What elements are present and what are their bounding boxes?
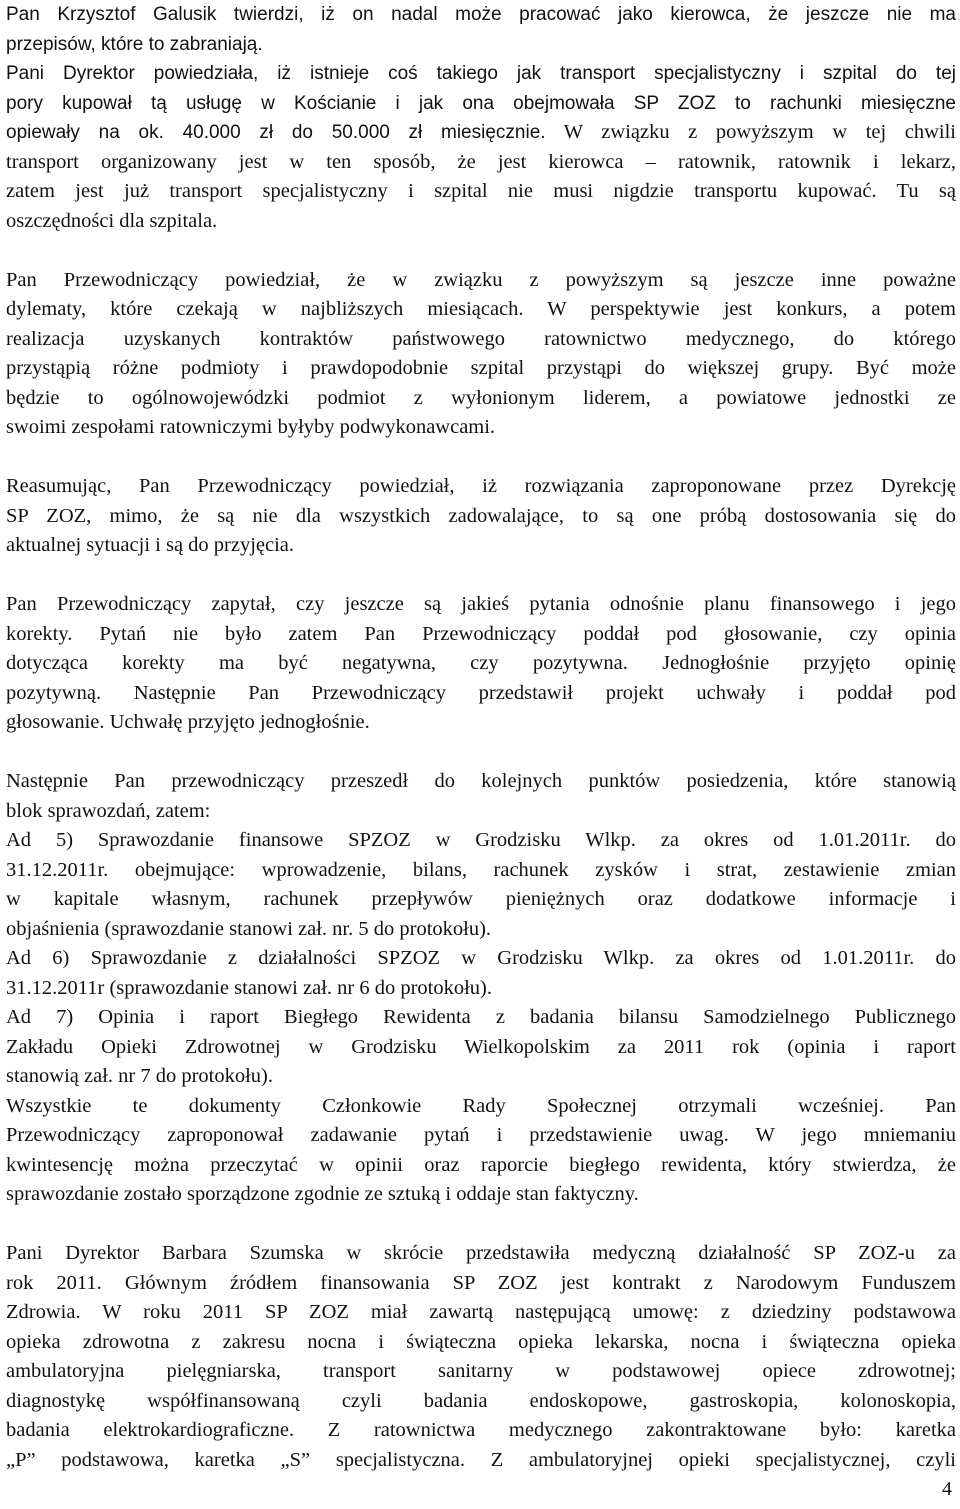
text-segment: korekty. Pytań nie było zatem Pan Przewodniczący poddał pod głosowanie, czy opinia [6,622,956,645]
text-line [6,0,956,30]
text-line [6,1416,956,1446]
text-segment: W perspektywie jest konkurs, a potem [523,298,956,320]
text-segment: 31.12.2011r (sprawozdanie stanowi zał. nr 6 do protokołu). [6,976,493,999]
text-line [6,148,956,178]
text-segment: Pan Krzysztof Galusik twierdzi, iż on nadal może pracować jako kierowca, że jeszcze nie ma [6,4,956,25]
text-line [6,1180,956,1210]
paragraph [6,472,956,561]
text-segment: będzie to ogólnowojewódzki podmiot z wyłonionym liderem, a powiatowe jednostki ze [6,386,956,409]
text-line [6,1062,956,1092]
text-line [6,649,956,679]
paragraph-gap [6,561,956,591]
text-segment: transport organizowany jest w ten sposób, że jest kierowca – ratownik, ratownik i lekarz, [6,150,956,173]
text-segment: Ad 6) Sprawozdanie z działalności SPZOZ w Grodzisku Wlkp. za okres od 1.01.2011r. do [6,947,956,969]
text-segment: Wszystkie te dokumenty Członkowie Rady Społecznej otrzymali wcześniej. Pan [6,1094,956,1117]
text-line [6,295,956,325]
text-line [6,531,956,561]
text-line [6,266,956,296]
text-segment: przepisów, które to zabraniają. [6,33,263,55]
text-segment: SP ZOZ, mimo, że są nie dla wszystkich zadowalające, to są one próbą dostosowania się do [6,504,956,527]
text-line [6,620,956,650]
paragraph [6,0,956,59]
document-body [6,0,956,1475]
text-segment: dotycząca korekty ma być negatywna, czy pozytywna. Jednogłośnie przyjęto opinię [6,652,956,674]
text-line [6,59,956,89]
text-line [6,325,956,355]
text-segment: Pan Przewodniczący powiedział, że w związku z powyższym są jeszcze inne poważne [6,268,956,291]
paragraph [6,59,956,236]
text-line [6,472,956,502]
text-line [6,1092,956,1122]
text-line [6,354,956,384]
text-line [6,679,956,709]
text-line [6,207,956,237]
text-segment: Ad 5) Sprawozdanie finansowe SPZOZ w Grodzisku Wlkp. za okres od 1.01.2011r. do [6,829,956,851]
text-line [6,1298,956,1328]
text-line [6,177,956,207]
text-segment: Pani Dyrektor powiedziała, iż istnieje coś takiego jak transport specjalistyczny i szpital do tej [6,63,956,84]
text-segment: opiewały na ok. 40.000 zł do 50.000 zł miesięcznie. [6,122,546,143]
paragraph-gap [6,236,956,266]
text-segment: aktualnej sytuacji i są do przyjęcia. [6,534,295,556]
text-segment: pozytywną. Następnie Pan Przewodniczący przedstawił projekt uchwały i poddał pod [6,681,956,704]
paragraph [6,767,956,1210]
text-line [6,413,956,443]
text-segment: Reasumując, Pan Przewodniczący powiedział, iż rozwiązania zaproponowane przez Dyrekcję [6,475,956,497]
paragraph-gap [6,443,956,473]
text-line [6,89,956,119]
text-segment: kwintesencję można przeczytać w opinii oraz raporcie biegłego rewidenta, który stwierdza, że [6,1153,956,1176]
paragraph-gap [6,1210,956,1240]
paragraph-gap [6,738,956,768]
text-segment: zatem jest już transport specjalistyczny i szpital nie musi nigdzie transportu kupować. Tu są [6,180,956,202]
text-segment: Zakładu Opieki Zdrowotnej w Grodzisku Wielkopolskim za 2011 rok (opinia i raport [6,1035,956,1058]
text-segment: rok 2011. Głównym źródłem finansowania SP ZOZ jest kontrakt z Narodowym Funduszem [6,1271,956,1294]
text-segment: stanowią zał. nr 7 do protokołu). [6,1065,274,1087]
text-segment: pory kupował tą usługę w Kościanie i jak ona obejmowała SP ZOZ to rachunki miesięczne [6,92,956,114]
text-line [6,1151,956,1181]
text-line [6,944,956,974]
paragraph [6,266,956,443]
text-segment: Następnie Pan przewodniczący przeszedł do kolejnych punktów posiedzenia, które stanowią [6,770,956,792]
text-line [6,974,956,1004]
text-line [6,30,956,60]
paragraph [6,590,956,738]
text-segment: diagnostykę współfinansowaną czyli badania endoskopowe, gastroskopia, kolonoskopia, [6,1389,956,1412]
text-segment: Ad 7) Opinia i raport Biegłego Rewidenta z badania bilansu Samodzielnego Publicznego [6,1006,956,1028]
text-segment: oszczędności dla szpitala. [6,209,218,232]
text-segment: Zdrowia. W roku 2011 SP ZOZ miał zawartą następującą umowę: z dziedziny podstawowa [6,1301,956,1323]
text-segment: „P” podstawowa, karetka „S” specjalistyczna. Z ambulatoryjnej opieki specjalistycznej, czyli [6,1448,956,1471]
text-line [6,826,956,856]
paragraph [6,1239,956,1475]
text-line [6,797,956,827]
text-segment: realizacja uzyskanych kontraktów państwowego ratownictwo medycznego, do którego [6,327,956,350]
text-line [6,502,956,532]
text-segment: badania elektrokardiograficzne. Z ratownictwa medycznego zakontraktowane było: karetka [6,1419,956,1441]
text-line [6,885,956,915]
text-segment: opieka zdrowotna z zakresu nocna i świąteczna opieka lekarska, nocna i świąteczna opieka [6,1330,956,1353]
text-line [6,590,956,620]
text-segment: głosowanie. Uchwałę przyjęto jednogłośnie. [6,711,370,733]
text-segment: swoimi zespołami ratowniczymi byłyby podwykonawcami. [6,416,496,438]
text-segment: blok sprawozdań, zatem: [6,799,211,822]
text-segment: Przewodniczący zaproponował zadawanie pytań i przedstawienie uwag. W jego mniemaniu [6,1124,956,1146]
text-segment: Pan Przewodniczący zapytał, czy jeszcze są jakieś pytania odnośnie planu finansowego i jego [6,593,956,615]
text-line [6,856,956,886]
text-segment: w kapitale własnym, rachunek przepływów pieniężnych oraz dodatkowe informacje i [6,888,956,910]
text-line [6,915,956,945]
text-line [6,118,956,148]
text-line [6,1328,956,1358]
text-line [6,1239,956,1269]
text-segment: objaśnienia (sprawozdanie stanowi zał. nr. 5 do protokołu). [6,917,492,940]
text-line [6,1357,956,1387]
text-segment: przystąpią różne podmioty i prawdopodobnie szpital przystąpi do większej grupy. Być może [6,357,956,379]
text-line [6,1387,956,1417]
text-segment: dylematy, które czekają w najbliższych miesiącach. [6,298,524,320]
text-segment: Pani Dyrektor Barbara Szumska w skrócie przedstawiła medyczną działalność SP ZOZ-u za [6,1242,956,1264]
text-line [6,1121,956,1151]
text-segment: ambulatoryjna pielęgniarska, transport sanitarny w podstawowej opiece zdrowotnej; [6,1360,956,1382]
text-line [6,767,956,797]
text-segment: W związku z powyższym w tej chwili [545,121,956,143]
text-line [6,1446,956,1476]
text-segment: sprawozdanie zostało sporządzone zgodnie ze sztuką i oddaje stan faktyczny. [6,1183,639,1205]
text-segment: 31.12.2011r. obejmujące: wprowadzenie, bilans, rachunek zysków i strat, zestawienie zmian [6,858,956,881]
text-line [6,1003,956,1033]
text-line [6,384,956,414]
text-line [6,1269,956,1299]
text-line [6,1033,956,1063]
text-line [6,708,956,738]
page-number: 4 [942,1478,952,1500]
